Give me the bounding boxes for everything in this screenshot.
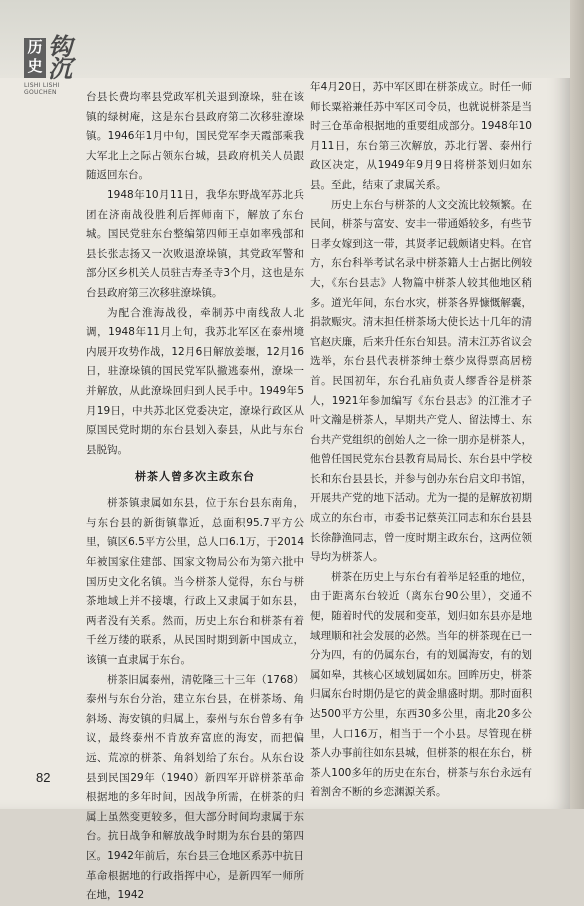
left-column: [86, 88, 304, 906]
section-heading: 栟茶人曾多次主政东台: [135, 470, 255, 484]
column-pinyin: LISHI LISHI GOUCHEN: [24, 82, 60, 96]
column-label-box: 历史: [24, 38, 46, 78]
paragraph: 历史上东台与栟茶的人文交流比较频繁。在民间，栟茶与富安、安丰一带通婚较多，有些节日孝女嫁到这一带，其贤孝记载颇诸史料。在官方，东台科举考试名录中栟茶籍人士占据比例较大，《东台县志》人物篇中栟茶人较其他地区稍多。道光年间，东台水灾，栟茶各界慷慨解囊，捐款赈灾。清末担任栟茶场大使长达十几年的清官赵庆廉，后来升任东台知县。清末江苏省议会选举，东台县代表栟茶绅士蔡少岚得票高居榜首。民国初年，东台孔庙负责人缪香谷是栟茶人，1921年参加编写《东台县志》的江淮才子叶文瀚是栟茶人，早期共产党人、留法博士、东台共产党组织的创始人之一徐一朋亦是栟茶人，他曾任国民党东台县教育局局长、东台县中学校长和东台县县长，并参与创办东台启文印书馆，开展共产党的地下活动。尤为一提的是解放初期成立的东台市，市委书记蔡英江同志和东台县县长徐静渔同志，曾一度时期主政东台，这两位领导均为栟茶人。: [310, 198, 532, 564]
paragraph: 年4月20日，苏中军区即在栟茶成立。时任一师师长粟裕兼任苏中军区司令员，也就说栟茶是当时三仓革命根据地的重要组成部分。1948年10月11日，东台第三次解放，苏北行署、泰州行政区决定，从1949年9月9日将栟茶划归如东县。至此，结束了隶属关系。: [310, 81, 532, 191]
right-column: [310, 78, 532, 803]
page-number: 82: [36, 770, 51, 785]
paragraph: 台县长费均率县党政军机关退到潦垛，驻在该镇的绿树庵，这是东台县政府第二次移驻潦垛镇。1946年1月中旬，国民党军李天霞部乘我大军北上之际占领东台城，县政府机关人员跟随返回东台。: [86, 91, 304, 182]
binding-gutter: [570, 0, 584, 809]
paragraph: 栟茶旧属泰州，清乾隆三十三年（1768）泰州与东台分治，建立东台县，在栟茶场、角斜场、海安镇的归属上，泰州与东台曾多有争议，最终泰州不肯放弃富庶的海安，而把偏远、荒凉的栟茶、角斜划给了东台。从东台设县到民国29年（1940）新四军开辟栟茶革命根据地的多年时间，因战争所需，在栟茶的归属上虽然变更较多，但大部分时间均隶属于东台。抗日战争和解放战争时期为东台县的第四区。1942年前后，东台县三仓地区系苏中抗日革命根据地的行政指挥中心，是新四军一师所在地，1942: [86, 673, 304, 902]
paragraph: 栟茶在历史上与东台有着举足轻重的地位，由于距离东台较近（离东台90公里），交通不便，随着时代的发展和变革，划归如东县亦是地域理顺和社会发展的必然。当年的栟茶现在已一分为四，有的仍属东台，有的划属海安，有的划属如皋，其核心区域划属如东。回眸历史，栟茶归属东台时期仍是它的黄金鼎盛时期。那时面积达500平方公里，东西30多公里，南北20多公里，人口16万，相当于一个小县。尽管现在栟茶人办事前往如东县城，但栟茶的根在东台，栟茶人100多年的历史在东台，栟茶与东台永远有着割舍不断的乡恋渊源关系。: [310, 570, 532, 799]
paragraph: 栟茶镇隶属如东县，位于东台县东南角，与东台县的新街镇靠近，总面积95.7平方公里，镇区6.5平方公里，总人口6.1万，于2014年被国家住建部、国家文物局公布为第六批中国历史文化名镇。当今栟茶人觉得，东台与栟茶地域上并不接壤，行政上又隶属于如东县，两者没有关系。然而，历史上东台和栟茶有着千丝万缕的联系，从民国时期到新中国成立，该镇一直隶属于东台。: [86, 497, 304, 667]
paragraph: 1948年10月11日，我华东野战军苏北兵团在济南战役胜利后挥师南下，解放了东台城。国民党驻东台整编第四师王卓如率残部和县长张志扬又一次败退潦垛镇，其党政军警和部分区乡机关人员驻吉寿圣寺3个月，这也是东台县政府第三次移驻潦垛镇。: [86, 188, 304, 299]
column-label-big: 钩沉: [48, 32, 72, 83]
paragraph: 为配合淮海战役，牵制苏中南线敌人北调，1948年11月上旬，我苏北军区在泰州境内展开攻势作战，12月6日解放姜堰，12月16日，驻潦垛镇的国民党军队撤逃泰州，潦垛一并解放，从此潦垛回归到人民手中。1949年5月19日，中共苏北区党委决定，潦垛行政区从原国民党时期的东台县划入泰县，从此与东台县脱钩。: [86, 306, 304, 456]
header-band: [0, 0, 570, 83]
column-logo: [24, 32, 80, 96]
